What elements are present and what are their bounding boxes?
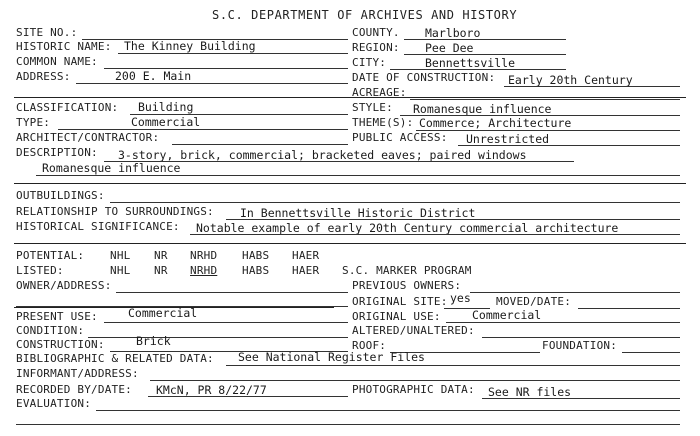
- owner-address-label: OWNER/ADDRESS:: [16, 279, 112, 292]
- architect-contractor-line: [172, 144, 348, 145]
- section-divider-1: [14, 97, 686, 98]
- relationship-value: In Bennettsville Historic District: [240, 206, 476, 220]
- form-title: S.C. DEPARTMENT OF ARCHIVES AND HISTORY: [212, 8, 518, 22]
- moved-date-line: [578, 308, 680, 309]
- outbuildings-line: [110, 202, 680, 203]
- foundation-line: [622, 352, 680, 353]
- recorded-by-date-value: KMcN, PR 8/22/77: [156, 383, 267, 397]
- type-line: [58, 129, 348, 130]
- present-use-line: [104, 322, 348, 323]
- historical-significance-line: [190, 234, 680, 235]
- description-label: DESCRIPTION:: [16, 146, 98, 159]
- style-label: STYLE:: [352, 101, 393, 114]
- relationship-line: [226, 219, 680, 220]
- listed-nr: NR: [154, 264, 168, 277]
- photographic-data-label: PHOTOGRAPHIC DATA:: [352, 383, 475, 396]
- original-site-label: ORIGINAL SITE:: [352, 295, 448, 308]
- evaluation-line-2: [16, 424, 680, 425]
- recorded-by-date-label: RECORDED BY/DATE:: [16, 383, 132, 396]
- moved-date-label: MOVED/DATE:: [496, 295, 572, 308]
- region-value: Pee Dee: [425, 41, 474, 55]
- site-no-label: SITE NO.:: [16, 26, 78, 39]
- construction-value: Brick: [136, 334, 171, 348]
- county-value: Marlboro: [425, 26, 481, 40]
- classification-value: Building: [138, 100, 194, 114]
- public-access-label: PUBLIC ACCESS:: [352, 131, 448, 144]
- city-value: Bennettsville: [425, 56, 516, 70]
- altered-unaltered-label: ALTERED/UNALTERED:: [352, 324, 475, 337]
- county-line: [404, 39, 566, 40]
- outbuildings-label: OUTBUILDINGS:: [16, 189, 105, 202]
- present-use-value: Commercial: [128, 306, 198, 320]
- potential-nr: NR: [154, 249, 168, 262]
- historic-name-line: [118, 53, 348, 54]
- condition-label: CONDITION:: [16, 324, 85, 337]
- type-value: Commercial: [131, 115, 201, 129]
- informant-address-line: [150, 380, 680, 381]
- themes-value: Commerce; Architecture: [419, 116, 572, 130]
- section-divider-2: [14, 183, 686, 184]
- description-value-line1: 3-story, brick, commercial; bracketed eaves; paired windows: [118, 148, 527, 162]
- evaluation-line-1: [96, 410, 680, 411]
- county-label: COUNTY.: [352, 26, 400, 39]
- date-of-construction-label: DATE OF CONSTRUCTION:: [352, 71, 496, 84]
- recorded-by-date-line: [148, 396, 348, 397]
- present-use-label: PRESENT USE:: [16, 310, 98, 323]
- potential-nrhd: NRHD: [190, 249, 218, 262]
- historical-significance-label: HISTORICAL SIGNIFICANCE:: [16, 220, 180, 233]
- themes-line: [416, 130, 680, 131]
- address-line: [76, 83, 348, 84]
- historic-name-label: HISTORIC NAME:: [16, 40, 112, 53]
- classification-label: CLASSIFICATION:: [16, 101, 119, 114]
- previous-owners-line: [470, 292, 680, 293]
- condition-line: [88, 337, 348, 338]
- listed-habs: HABS: [242, 264, 270, 277]
- listed-haer: HAER: [292, 264, 320, 277]
- original-use-label: ORIGINAL USE:: [352, 310, 441, 323]
- style-value: Romanesque influence: [413, 102, 552, 116]
- region-line: [404, 54, 566, 55]
- acreage-label: ACREAGE:: [352, 86, 407, 99]
- sc-marker-program-label: S.C. MARKER PROGRAM: [342, 264, 472, 277]
- original-use-line: [446, 322, 680, 323]
- type-label: TYPE:: [16, 116, 51, 129]
- potential-label: POTENTIAL:: [16, 249, 85, 262]
- bibliographic-label: BIBLIOGRAPHIC & RELATED DATA:: [16, 352, 214, 365]
- date-of-construction-value: Early 20th Century: [508, 73, 633, 87]
- owner-address-line-1: [116, 292, 348, 293]
- city-label: CITY:: [352, 56, 387, 69]
- roof-label: ROOF:: [352, 339, 387, 352]
- historic-name-value: The Kinney Building: [124, 39, 256, 53]
- public-access-line: [458, 145, 680, 146]
- section-divider-3: [14, 243, 686, 244]
- evaluation-label: EVALUATION:: [16, 397, 92, 410]
- themes-label: THEME(S):: [352, 116, 414, 129]
- construction-label: CONSTRUCTION:: [16, 338, 105, 351]
- previous-owners-label: PREVIOUS OWNERS:: [352, 279, 462, 292]
- public-access-value: Unrestricted: [466, 132, 550, 146]
- bibliographic-value: See National Register Files: [238, 350, 425, 364]
- original-use-value: Commercial: [472, 308, 542, 322]
- altered-unaltered-line: [482, 337, 680, 338]
- listed-nhl: NHL: [110, 264, 131, 277]
- bibliographic-line: [226, 365, 680, 366]
- acreage-line: [410, 99, 680, 100]
- informant-address-label: INFORMANT/ADDRESS:: [16, 367, 139, 380]
- architect-contractor-label: ARCHITECT/CONTRACTOR:: [16, 131, 160, 144]
- city-line: [390, 69, 566, 70]
- relationship-label: RELATIONSHIP TO SURROUNDINGS:: [16, 205, 214, 218]
- listed-nrhd-marked: NRHD: [190, 264, 218, 277]
- photographic-data-value: See NR files: [488, 385, 572, 399]
- historical-significance-value: Notable example of early 20th Century commercial architecture: [196, 221, 619, 235]
- address-value: 200 E. Main: [115, 69, 192, 83]
- description-value-line2: Romanesque influence: [42, 161, 181, 175]
- common-name-label: COMMON NAME:: [16, 55, 98, 68]
- potential-habs: HABS: [242, 249, 270, 262]
- listed-label: LISTED:: [16, 264, 64, 277]
- date-of-construction-line: [504, 86, 680, 87]
- photographic-data-line: [482, 398, 680, 399]
- potential-haer: HAER: [292, 249, 320, 262]
- potential-nhl: NHL: [110, 249, 131, 262]
- description-line-2: [36, 175, 680, 176]
- address-label: ADDRESS:: [16, 70, 71, 83]
- region-label: REGION:: [352, 41, 400, 54]
- original-site-value: yes: [450, 291, 471, 305]
- foundation-label: FOUNDATION:: [542, 339, 618, 352]
